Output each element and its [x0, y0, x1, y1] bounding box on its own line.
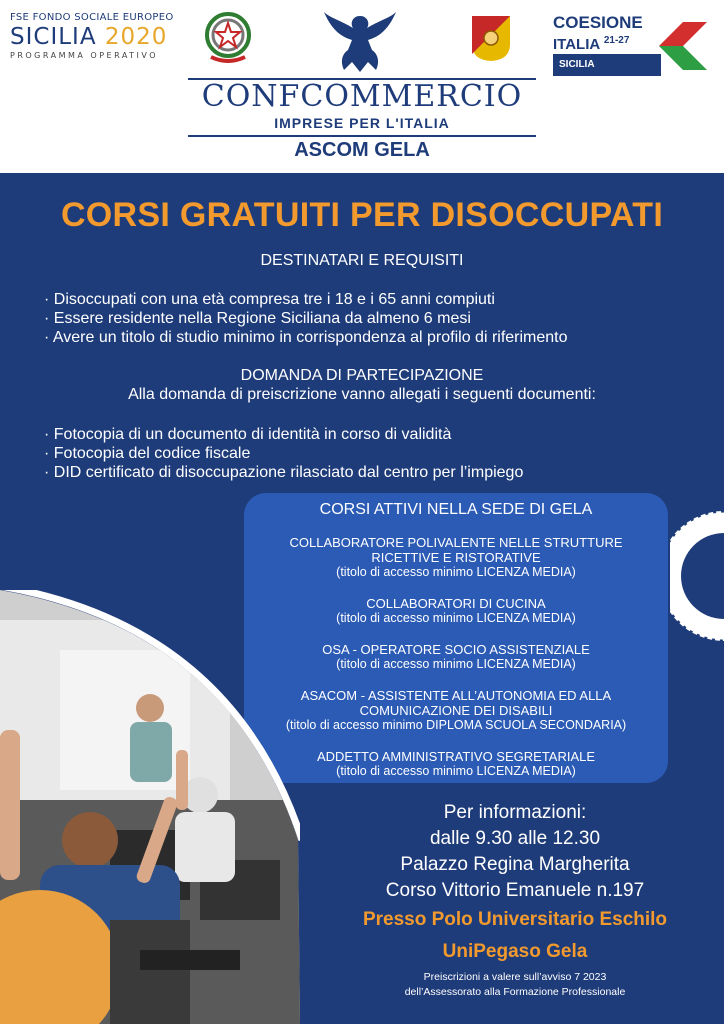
coesione-logo [553, 14, 713, 78]
course-requirement: (titolo di accesso minimo LICENZA MEDIA) [336, 657, 576, 671]
info-line: Per informazioni: [443, 802, 587, 823]
list-item: · Disoccupati con una età compresa tre i 18 e i 65 anni compiuti [44, 290, 694, 309]
header [0, 0, 724, 173]
coesione-region: SICILIA [553, 54, 661, 76]
course-item [244, 688, 668, 733]
course-item [244, 749, 668, 779]
info-line: dalle 9.30 alle 12.30 [429, 828, 601, 849]
destinatari-list [44, 290, 694, 347]
course-name: COLLABORATORI DI CUCINA [366, 596, 546, 611]
domanda-list [44, 425, 694, 482]
fse-logo [10, 12, 175, 60]
list-item: · DID certificato di disoccupazione rilasciato dal centro per l’impiego [44, 463, 694, 482]
course-item [244, 535, 668, 580]
coesione-line2: ITALIA $^{21-27}$ [553, 35, 630, 53]
course-name: COLLABORATORE POLIVALENTE NELLE STRUTTURE [289, 535, 623, 550]
course-name: ASACOM - ASSISTENTE ALL’AUTONOMIA ED ALLA [300, 688, 612, 703]
confcommercio-sub: IMPRESE PER L'ITALIA [274, 115, 450, 131]
confcommercio-branch: ASCOM GELA [294, 139, 430, 161]
fse-line2: SICILIA 2020 [10, 24, 168, 50]
list-item: · Essere residente nella Regione Siciliana da almeno 6 mesi [44, 309, 694, 328]
course-name: ADDETTO AMMINISTRATIVO SEGRETARIALE [316, 749, 596, 764]
classroom-photo [0, 590, 300, 1024]
confcommercio-name: CONFCOMMERCIO [201, 79, 523, 114]
fse-line1: FSE FONDO SOCIALE EUROPEO [10, 12, 174, 23]
list-item: · Fotocopia di un documento di identità in corso di validità [44, 425, 694, 444]
page-title: CORSI GRATUITI PER DISOCCUPATI [60, 196, 664, 234]
fse-line3: PROGRAMMA OPERATIVO [10, 51, 159, 60]
list-item: · Fotocopia del codice fiscale [44, 444, 694, 463]
course-item [244, 596, 668, 626]
decorative-ring-icon [670, 511, 724, 641]
course-name: COMUNICAZIONE DEI DISABILI [359, 703, 553, 718]
course-name: OSA - OPERATORE SOCIO ASSISTENZIALE [322, 642, 590, 657]
coesione-arrow-icon [649, 16, 709, 76]
courses-heading: CORSI ATTIVI NELLA SEDE DI GELA [319, 501, 593, 518]
domanda-intro: Alla domanda di preiscrizione vanno allegati i seguenti documenti: [128, 386, 596, 403]
list-item: · Avere un titolo di studio minimo in corrispondenza al profilo di riferimento [44, 328, 694, 347]
course-name: RICETTIVE E RISTORATIVE [371, 550, 541, 565]
course-requirement: (titolo di accesso minimo LICENZA MEDIA) [336, 565, 576, 579]
course-requirement: (titolo di accesso minimo DIPLOMA SCUOLA SECONDARIA) [285, 718, 627, 732]
sicily-region-icon [470, 14, 512, 62]
footer-line: Preiscrizioni a valere sull’avviso 7 2023 [423, 971, 607, 983]
info-location: UniPegaso Gela [442, 941, 588, 962]
footer-line: dell’Assessorato alla Formazione Professionale [404, 986, 626, 998]
info-location: Presso Polo Universitario Eschilo [362, 909, 668, 930]
course-requirement: (titolo di accesso minimo LICENZA MEDIA) [336, 764, 576, 778]
info-block [330, 800, 700, 968]
courses-box [244, 493, 668, 783]
destinatari-heading: DESTINATARI E REQUISITI [260, 252, 464, 269]
italian-emblem-icon [203, 9, 253, 65]
coesione-line1: COESIONE [553, 13, 643, 32]
course-requirement: (titolo di accesso minimo LICENZA MEDIA) [336, 611, 576, 625]
course-item [244, 642, 668, 672]
eagle-logo-icon [322, 6, 398, 76]
conf-mid-line [188, 135, 536, 137]
info-line: Palazzo Regina Margherita [400, 854, 630, 875]
info-line: Corso Vittorio Emanuele n.197 [385, 880, 645, 901]
domanda-heading: DOMANDA DI PARTECIPAZIONE [240, 367, 484, 384]
footer-note [330, 970, 700, 1000]
